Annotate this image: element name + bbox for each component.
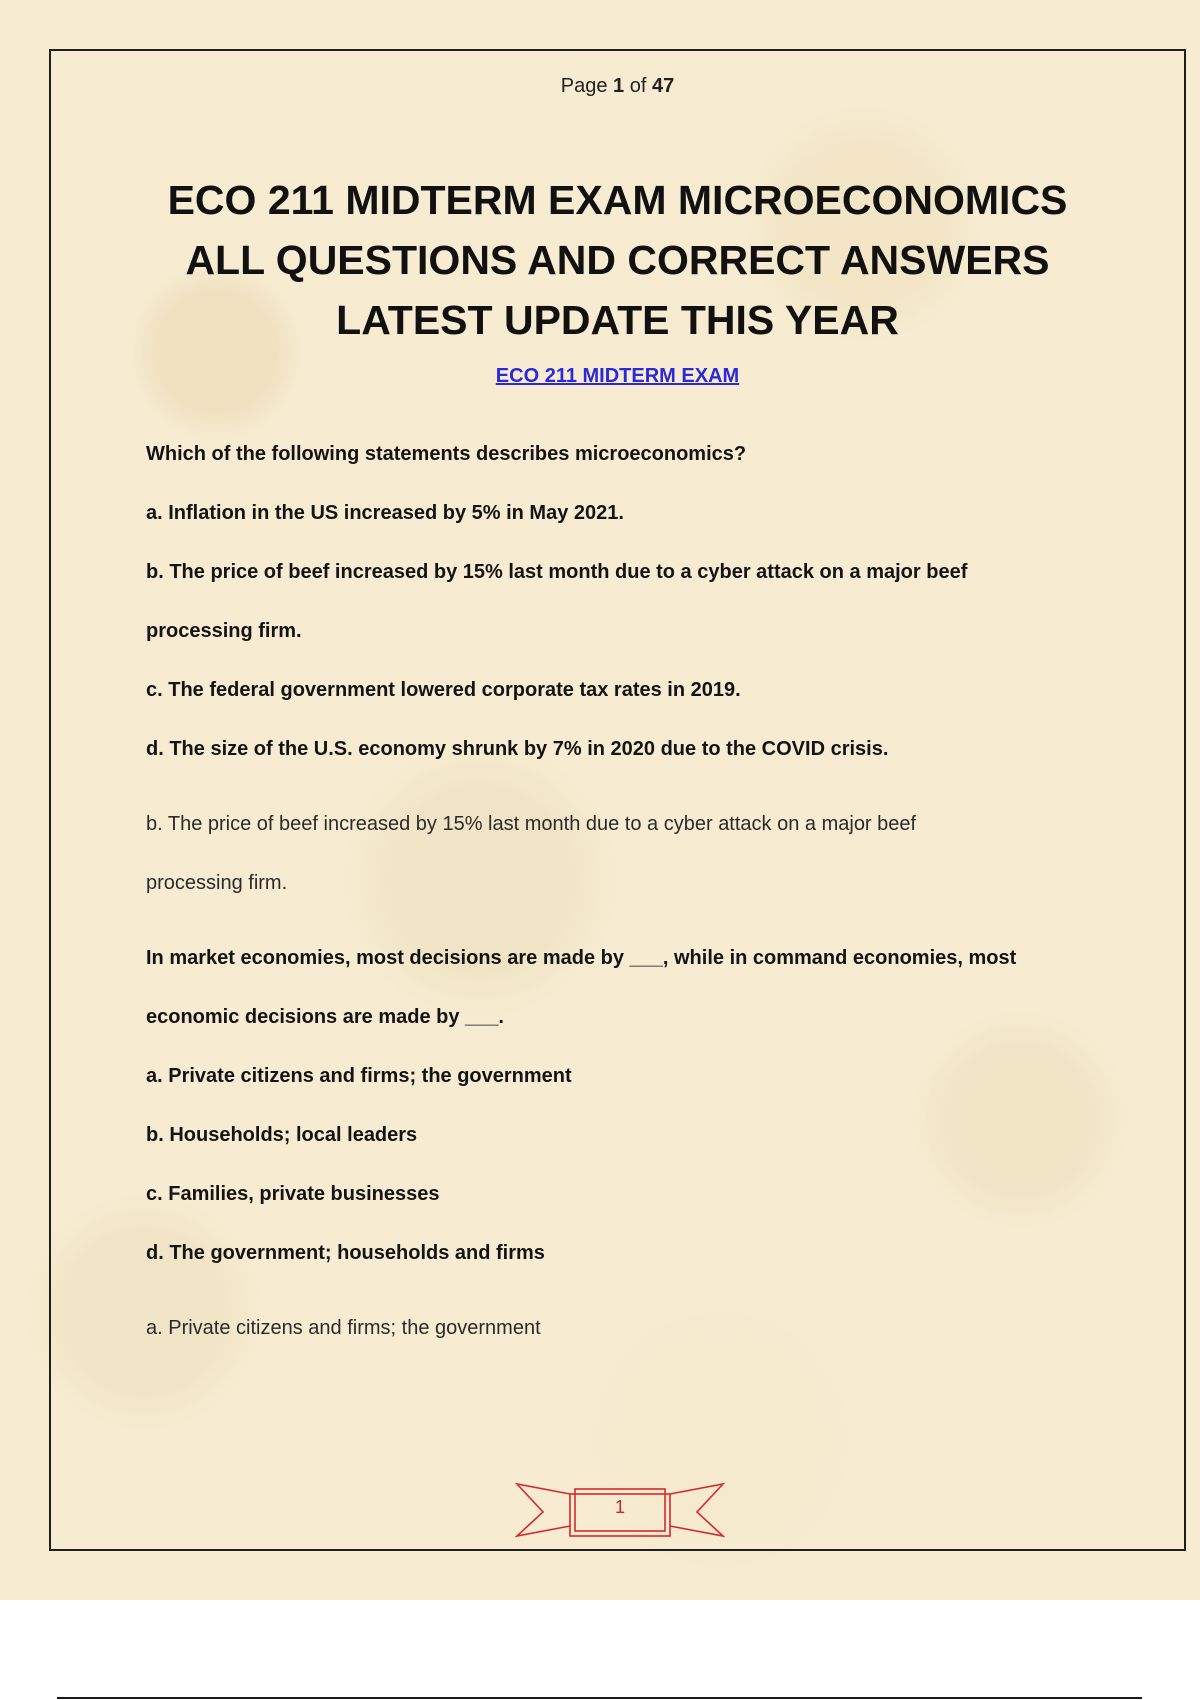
page-total: 47 [651, 75, 675, 97]
page-of: of [629, 75, 647, 97]
question-2-answer: a. Private citizens and firms; the government [146, 1317, 541, 1339]
question-1-option-c: c. The federal government lowered corporate tax rates in 2019. [146, 679, 741, 701]
page-number-ribbon [515, 1480, 725, 1540]
question-1-option-d: d. The size of the U.S. economy shrunk by 7% in 2020 due to the COVID crisis. [146, 738, 889, 760]
exam-link[interactable]: ECO 211 MIDTERM EXAM [495, 365, 740, 387]
question-1-text: Which of the following statements describes microeconomics? [146, 443, 747, 465]
question-1-option-a: a. Inflation in the US increased by 5% in May 2021. [146, 502, 624, 524]
exam-content [146, 437, 1086, 1370]
page-prefix: Page [560, 75, 608, 97]
page-indicator [0, 75, 1200, 98]
page-badge-number: 1 [614, 1497, 625, 1517]
title-line-2: ALL QUESTIONS AND CORRECT ANSWERS [185, 237, 1050, 283]
question-1-option-b: b. The price of beef increased by 15% last month due to a cyber attack on a major beef [146, 561, 968, 583]
question-2-text-cont: economic decisions are made by ___. [146, 1006, 504, 1028]
question-2-option-d: d. The government; households and firms [146, 1242, 545, 1264]
question-2-option-a: a. Private citizens and firms; the government [146, 1065, 572, 1087]
question-2-text: In market economies, most decisions are made by ___, while in command economies, most [146, 947, 1017, 969]
question-2-option-c: c. Families, private businesses [146, 1183, 440, 1205]
page-current: 1 [613, 75, 625, 97]
question-block-1 [146, 437, 1086, 925]
bottom-rule [57, 1697, 1142, 1699]
title-line-3: LATEST UPDATE THIS YEAR [336, 297, 899, 343]
question-1-answer-cont: processing firm. [146, 872, 288, 894]
title-line-1: ECO 211 MIDTERM EXAM MICROECONOMICS [167, 177, 1068, 223]
document-title [120, 170, 1115, 350]
question-2-option-b: b. Households; local leaders [146, 1124, 418, 1146]
question-1-answer: b. The price of beef increased by 15% last month due to a cyber attack on a major beef [146, 813, 917, 835]
question-block-2 [146, 941, 1086, 1370]
question-1-option-b-cont: processing firm. [146, 620, 302, 642]
